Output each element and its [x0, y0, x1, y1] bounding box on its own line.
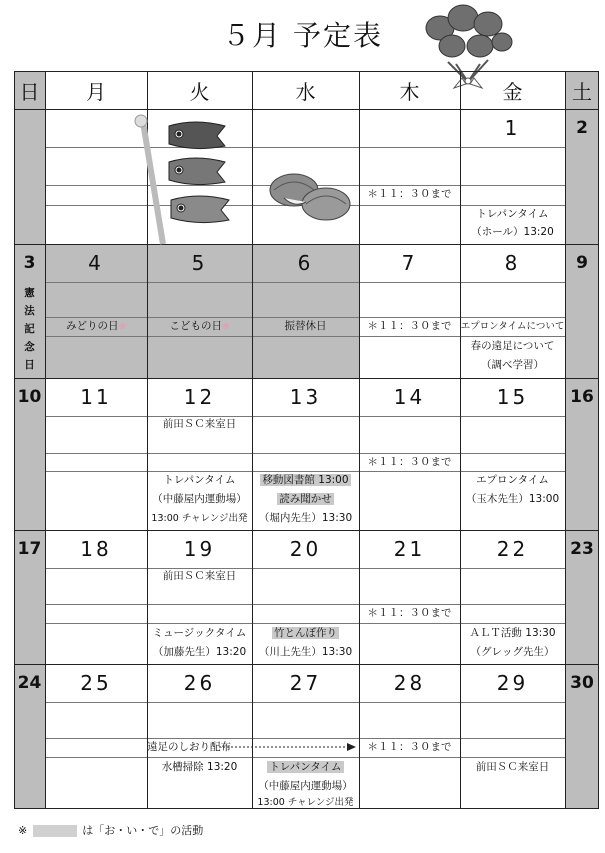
grid-line	[565, 71, 566, 809]
vertical-char: 法	[24, 305, 35, 317]
oide-activity-highlight: 竹とんぼ作り	[274, 627, 337, 639]
event-tue-w2	[147, 317, 252, 337]
arrow-icon	[219, 742, 359, 752]
date-15: 15	[496, 385, 529, 409]
date-29: 29	[496, 671, 529, 695]
grid-line	[252, 71, 253, 809]
date-28: 28	[393, 671, 426, 695]
event-tue-w4-b: （加藤先生）13:20	[152, 646, 247, 658]
date-16: 16	[570, 387, 594, 407]
subrow-line	[45, 604, 565, 605]
subrow-line	[45, 568, 565, 569]
saturday-column-bg	[565, 109, 599, 809]
event-tue-w4-a: ミュージックタイム	[152, 627, 247, 639]
date-25: 25	[80, 671, 112, 695]
oide-activity-highlight: 読み聞かせ	[279, 493, 332, 505]
date-26: 26	[183, 671, 216, 695]
date-18: 18	[80, 537, 112, 561]
subrow-line	[45, 282, 565, 283]
grid-line	[14, 109, 599, 110]
weekday-thu: 木	[399, 79, 420, 104]
date-20: 20	[289, 537, 322, 561]
date-1: 1	[504, 116, 521, 140]
date-10: 10	[17, 387, 42, 407]
date-21: 21	[393, 537, 426, 561]
vertical-char: 憲	[24, 287, 35, 299]
event-wed-w4-a	[252, 624, 359, 643]
date-12: 12	[183, 385, 216, 409]
event-fri-w5-a: 前田ＳＣ来室日	[475, 761, 550, 773]
event-wed-w5-b: （中藤屋内運動場）	[258, 780, 353, 792]
event-tue-w4-top: 前田ＳＣ来室日	[162, 570, 237, 582]
footnote-mark: ※	[18, 824, 28, 837]
grid-line	[14, 71, 599, 72]
vertical-char: 念	[24, 341, 35, 353]
sunday-column-bg	[14, 109, 45, 809]
oide-activity-highlight: トレパンタイム	[269, 761, 342, 773]
grid-line	[14, 71, 15, 809]
weekday-mon: 月	[86, 79, 106, 104]
weekday-sun: 日	[19, 79, 40, 104]
event-wed-w3-a	[252, 471, 359, 490]
grid-line	[14, 378, 599, 379]
date-7: 7	[401, 251, 418, 275]
vertical-char: 日	[24, 359, 35, 371]
date-9: 9	[576, 253, 588, 273]
page-title: ５月 予定表	[222, 19, 383, 52]
date-19: 19	[183, 537, 216, 561]
date-6: 6	[297, 251, 314, 275]
weekday-sat: 土	[572, 79, 592, 104]
event-tue-w3-top: 前田ＳＣ来室日	[162, 418, 237, 430]
date-3: 3	[23, 253, 36, 273]
event-wed-w3-b	[252, 490, 359, 509]
date-30: 30	[570, 673, 594, 693]
event-fri-w4-b: （グレッグ先生）	[470, 646, 555, 658]
constitution-day-label	[14, 284, 45, 378]
event-thu-w5: ＊１１：３０まで	[367, 741, 452, 753]
footnote-text: は「お・い・で」の活動	[82, 824, 204, 837]
subrow-line	[45, 738, 565, 739]
event-tue-w5-mid: 遠足のしおり配布	[147, 741, 231, 753]
legend-swatch	[33, 825, 77, 837]
weekday-tue: 火	[189, 79, 210, 104]
date-5: 5	[191, 251, 208, 275]
date-8: 8	[504, 251, 521, 275]
weekday-fri: 金	[502, 79, 523, 104]
date-17: 17	[17, 539, 42, 559]
event-thu-w1: ＊１１：３０まで	[367, 188, 452, 200]
event-thu-w3: ＊１１：３０まで	[367, 456, 452, 468]
flower-icon: ❀	[118, 322, 127, 332]
grid-line	[14, 244, 599, 245]
event-wed-w3-c: （堀内先生）13:30	[258, 512, 353, 524]
event-fri-w3-b: （玉木先生）13:00	[465, 493, 560, 505]
event-fri-w1-a: トレパンタイム	[476, 208, 549, 220]
grid-line	[14, 530, 599, 531]
kashiwa-mochi-icon	[266, 168, 356, 226]
event-thu-w2: ＊１１：３０まで	[367, 320, 452, 332]
event-fri-w3-a: エプロンタイム	[476, 474, 549, 486]
event-tue-w3-c: 13:00 チャレンジ出発	[151, 513, 248, 524]
event-fri-w2-b: 春の遠足について	[470, 340, 555, 352]
subrow-line	[45, 147, 565, 148]
grid-line	[460, 71, 461, 809]
date-23: 23	[570, 539, 594, 559]
date-2: 2	[576, 118, 588, 138]
event-fri-w1-b: （ホール）13:20	[471, 226, 554, 238]
date-24: 24	[17, 673, 42, 693]
date-13: 13	[289, 385, 322, 409]
koinobori-carp-streamer-icon	[125, 112, 245, 252]
subrow-line	[45, 416, 565, 417]
event-wed-w2: 振替休日	[284, 320, 327, 332]
event-fri-w2-a: エプロンタイムについて	[460, 321, 565, 332]
date-4: 4	[88, 251, 104, 275]
legend-footnote	[18, 822, 203, 838]
grid-line	[598, 71, 599, 809]
event-wed-w5-c: 13:00 チャレンジ出発	[257, 797, 354, 808]
event-wed-w5-a	[252, 758, 359, 777]
vertical-char: 記	[24, 323, 35, 335]
event-wed-w4-b: （川上先生）13:30	[258, 646, 353, 658]
event-tue-w5-a: 水槽掃除 13:20	[161, 761, 238, 773]
grid-line	[359, 71, 360, 809]
event-mon-w2	[45, 317, 147, 337]
event-fri-w4-a: ＡＬＴ活動 13:30	[469, 627, 556, 639]
event-tue-w3-a: トレパンタイム	[163, 474, 236, 486]
oide-activity-highlight: 移動図書館 13:00	[262, 474, 349, 486]
date-14: 14	[393, 385, 426, 409]
subrow-line	[45, 453, 565, 454]
weekday-wed: 水	[295, 79, 316, 104]
holiday-name: こどもの日	[169, 320, 222, 332]
subrow-line	[45, 702, 565, 703]
flower-icon: ❀	[221, 322, 230, 332]
holiday-name: みどりの日	[65, 320, 119, 332]
grid-line	[14, 664, 599, 665]
date-22: 22	[496, 537, 529, 561]
date-11: 11	[80, 385, 112, 409]
event-tue-w3-b: （中藤屋内運動場）	[152, 493, 247, 505]
date-27: 27	[289, 671, 322, 695]
event-fri-w2-c: （調べ学習）	[481, 359, 544, 371]
event-thu-w4: ＊１１：３０まで	[367, 607, 452, 619]
grid-line	[45, 71, 46, 809]
